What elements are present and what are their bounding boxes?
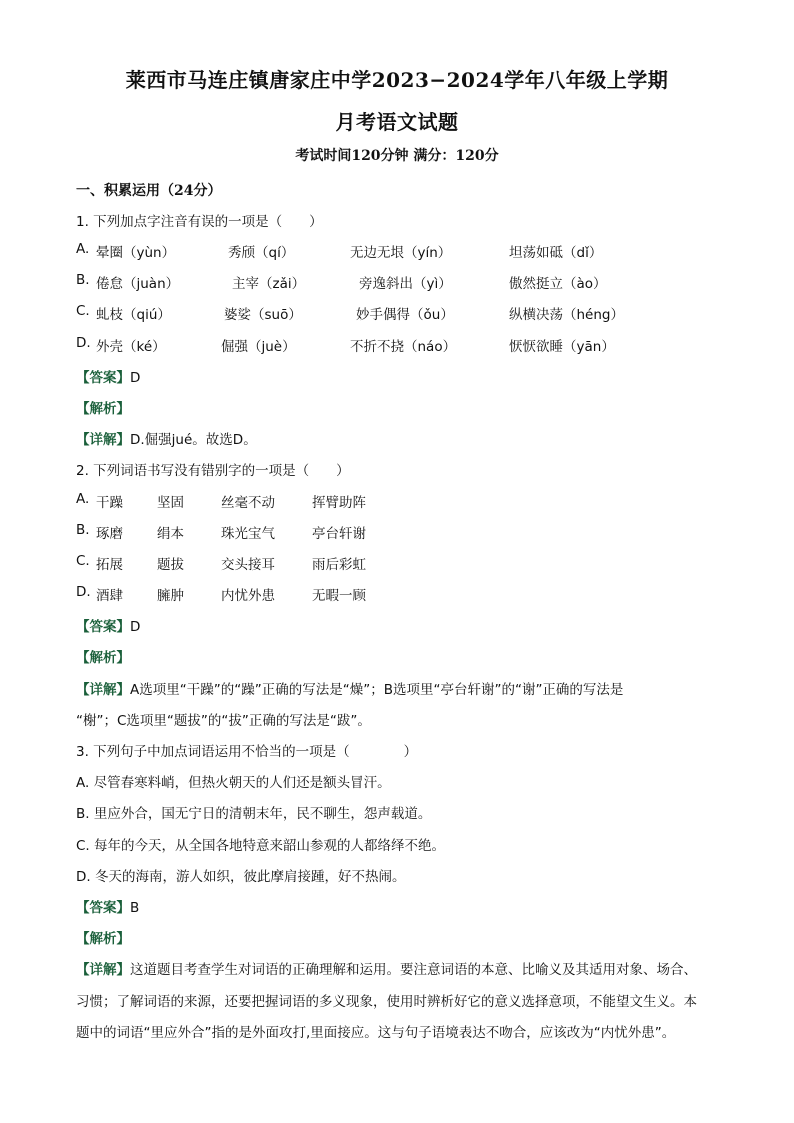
option-item: 酒肆: [96, 588, 123, 604]
option-item: 坦荡如砥（dǐ）: [509, 245, 603, 261]
option-item: 旁逸斜出（yì）: [359, 276, 452, 292]
option-label: A.: [76, 491, 90, 507]
option-item: 挥臂助阵: [312, 495, 366, 511]
q3-stem: 3. 下列句子中加点词语运用不恰当的一项是（ ）: [76, 744, 418, 760]
q2-stem: 2. 下列词语书写没有错别字的一项是（ ）: [76, 463, 350, 479]
option-label: D.: [76, 869, 91, 885]
option-item: 纵横决荡（héng）: [509, 307, 624, 323]
page-subtitle-title: 月考语文试题: [335, 110, 459, 134]
answer-value: D: [130, 370, 141, 386]
option-item: 恹恹欲睡（yān）: [509, 339, 615, 355]
option-item: 臃肿: [157, 588, 184, 604]
option-item: 晕圈（yùn）: [96, 245, 176, 261]
option-item: 交头接耳: [221, 557, 275, 573]
detail-tag: 【详解】: [76, 962, 130, 978]
option-item: 傲然挺立（ào）: [509, 276, 607, 292]
detail-text: A选项里“干躁”的“躁”正确的写法是“燥”；B选项里“亭台轩谢”的“谢”正确的写法是: [130, 682, 624, 698]
option-label: B.: [76, 806, 90, 822]
option-item: 亭台轩谢: [312, 526, 366, 542]
option-item: 妙手偶得（ǒu）: [356, 307, 454, 323]
option-item: 拓展: [96, 557, 123, 573]
option-item: 坚固: [157, 495, 184, 511]
q3-analysis: [76, 927, 130, 947]
q3-option-d: [76, 865, 405, 885]
option-text: 冬天的海南，游人如织，彼此摩肩接踵，好不热闹。: [94, 869, 406, 885]
option-item: 婆娑（suō）: [224, 307, 302, 323]
option-item: 倦怠（juàn）: [96, 276, 180, 292]
option-item: 内忧外患: [221, 588, 275, 604]
option-label: C.: [76, 553, 90, 569]
detail-text: D.倔强jué。故选D。: [130, 432, 257, 448]
option-label: B.: [76, 522, 90, 538]
page-title: 莱西市马连庄镇唐家庄中学2023−2024学年八年级上学期: [125, 68, 669, 92]
option-label: D.: [76, 584, 91, 600]
option-label: D.: [76, 335, 91, 351]
option-label: C.: [76, 838, 90, 854]
detail-tag: 【详解】: [76, 682, 130, 698]
option-item: 珠光宝气: [221, 526, 275, 542]
answer-tag: 【答案】: [76, 370, 130, 386]
exam-info: 考试时间120分钟 满分：120分: [295, 148, 499, 164]
detail-text: 这道题目考查学生对词语的正确理解和运用。要注意词语的本意、比喻义及其适用对象、场合、: [130, 962, 697, 978]
analysis-tag: 【解析】: [76, 650, 130, 666]
option-item: 题拔: [157, 557, 184, 573]
q2-analysis: [76, 646, 130, 666]
q1-answer: [76, 366, 140, 386]
section-heading: 一、积累运用（24分）: [76, 183, 222, 199]
option-label: C.: [76, 303, 90, 319]
q3-answer: [76, 896, 139, 916]
option-item: 雨后彩虹: [312, 557, 366, 573]
option-item: 外壳（ké）: [96, 339, 166, 355]
q3-detail-cont: 题中的词语“里应外合”指的是外面攻打,里面接应。这与句子语境表达不吻合，应该改为“内忧外患”。: [76, 1025, 676, 1041]
q1-detail: [76, 428, 257, 448]
option-item: 无暇一顾: [312, 588, 366, 604]
q1-stem: 1. 下列加点字注音有误的一项是（ ）: [76, 214, 323, 230]
detail-tag: 【详解】: [76, 432, 130, 448]
option-label: A.: [76, 775, 90, 791]
option-item: 秀颀（qí）: [228, 245, 295, 261]
analysis-tag: 【解析】: [76, 931, 130, 947]
option-label: A.: [76, 241, 90, 257]
option-item: 干躁: [96, 495, 123, 511]
option-item: 主宰（zǎi）: [232, 276, 306, 292]
q2-detail-cont: “榭”；C选项里“题拔”的“拔”正确的写法是“跋”。: [76, 713, 371, 729]
analysis-tag: 【解析】: [76, 401, 130, 417]
q1-analysis: [76, 397, 130, 417]
q3-detail: [76, 958, 697, 978]
option-item: 绢本: [157, 526, 184, 542]
answer-value: B: [130, 900, 140, 916]
answer-tag: 【答案】: [76, 619, 130, 635]
option-item: 不折不挠（náo）: [350, 339, 457, 355]
q3-detail-cont: 习惯；了解词语的来源，还要把握词语的多义现象，使用时辨析好它的意义选择意项，不能望文生义。本: [76, 994, 697, 1010]
answer-tag: 【答案】: [76, 900, 130, 916]
option-item: 无边无垠（yín）: [350, 245, 452, 261]
option-item: 琢磨: [96, 526, 123, 542]
q3-option-b: [76, 802, 431, 822]
option-item: 虬枝（qiú）: [96, 307, 171, 323]
q3-option-c: [76, 834, 445, 854]
q2-detail: [76, 678, 623, 698]
q3-option-a: [76, 771, 391, 791]
answer-value: D: [130, 619, 141, 635]
option-label: B.: [76, 272, 90, 288]
option-text: 每年的今天，从全国各地特意来韶山参观的人都络绎不绝。: [94, 838, 446, 854]
option-item: 丝毫不动: [221, 495, 275, 511]
option-text: 里应外合，国无宁日的清朝末年，民不聊生，怨声载道。: [93, 806, 432, 822]
option-item: 倔强（juè）: [221, 339, 296, 355]
option-text: 尽管春寒料峭，但热火朝天的人们还是额头冒汗。: [93, 775, 391, 791]
q2-answer: [76, 615, 140, 635]
